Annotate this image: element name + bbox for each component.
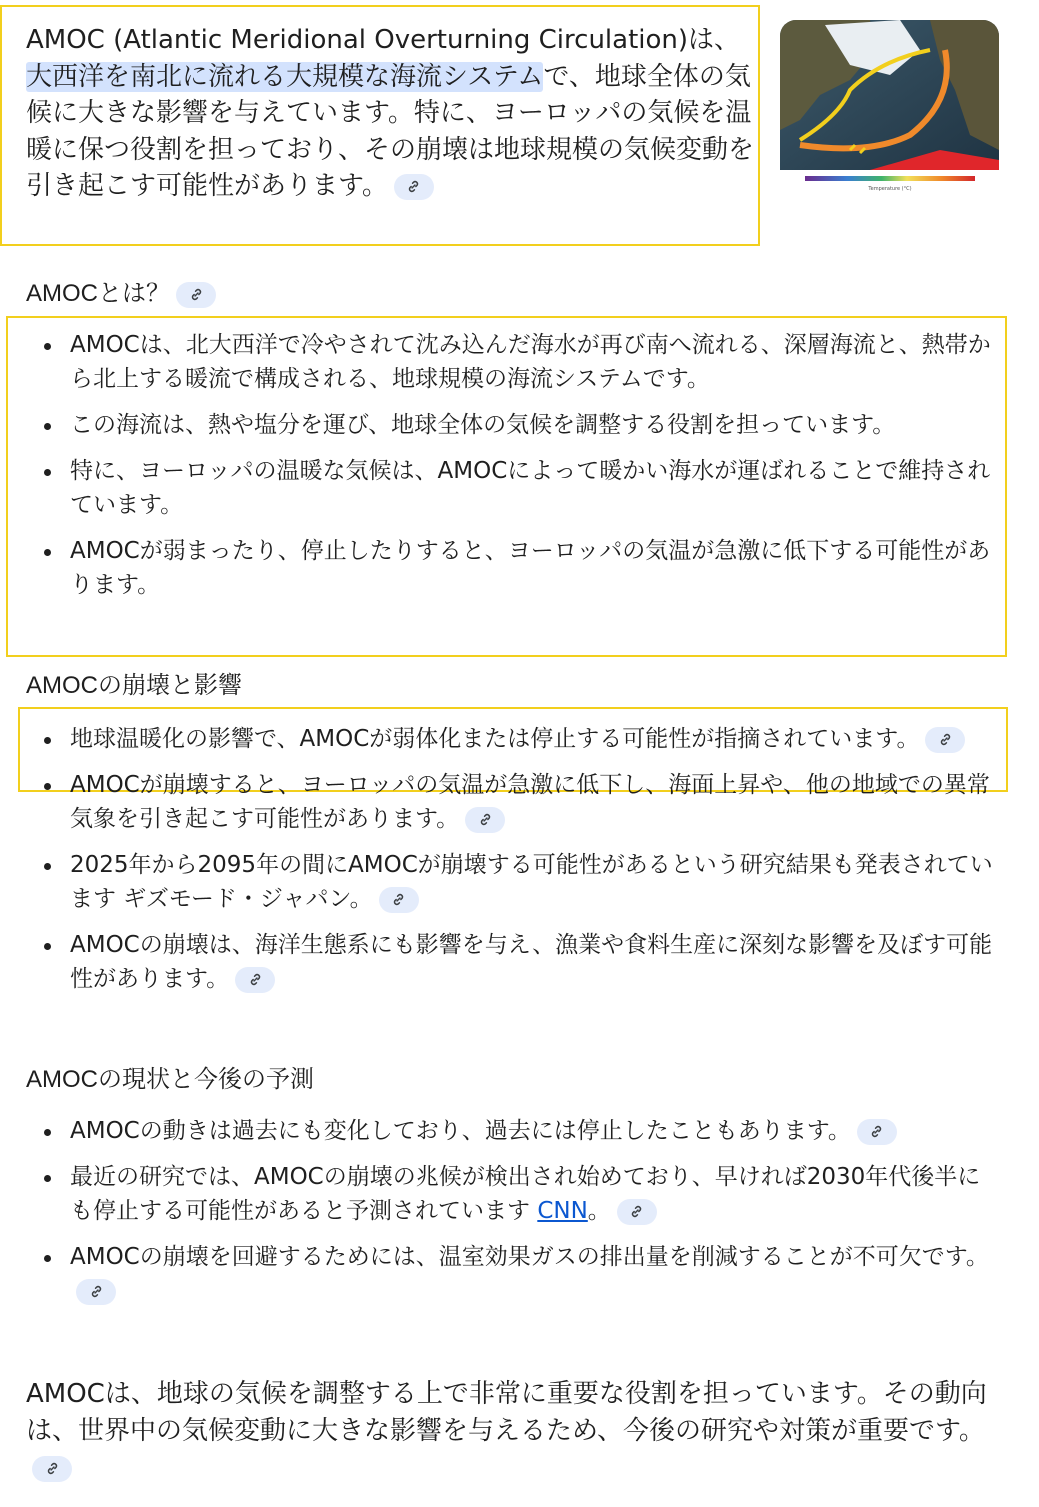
list-item: AMOCは、北大西洋で冷やされて沈み込んだ海水が再び南へ流れる、深層海流と、熱帯から北上する暖流で構成される、地球規模の海流システムです。 — [44, 328, 994, 396]
link-icon — [248, 972, 263, 987]
link-icon — [938, 732, 953, 747]
list-item: AMOCが弱まったり、停止したりすると、ヨーロッパの気温が急激に低下する可能性があります。 — [44, 534, 994, 602]
list-item: 最近の研究では、AMOCの崩壊の兆候が検出され始めており、早ければ2030年代後半にも停止する可能性があると予測されています CNN。 — [44, 1160, 994, 1228]
thumbnail-caption: Temperature (°C) — [868, 186, 912, 192]
section-heading-what-is-amoc: AMOCとは？ — [26, 278, 216, 310]
intro-selected-text: 大西洋を南北に流れる大規模な海流システム — [26, 61, 544, 92]
source-chip[interactable] — [394, 174, 434, 200]
list-item: 2025年から2095年の間にAMOCが崩壊する可能性があるという研究結果も発表されています ギズモード・ジャパン。 — [44, 848, 994, 916]
source-chip[interactable] — [617, 1199, 657, 1225]
link-icon — [478, 812, 493, 827]
list-item: AMOCが崩壊すると、ヨーロッパの気温が急激に低下し、海面上昇や、他の地域での異常気象を引き起こす可能性があります。 — [44, 768, 994, 836]
section2-list — [44, 722, 994, 1008]
link-icon — [89, 1284, 104, 1299]
list-item: AMOCの崩壊を回避するためには、温室効果ガスの排出量を削減することが不可欠です。 — [44, 1240, 994, 1308]
list-item: AMOCの動きは過去にも変化しており、過去には停止したこともあります。 — [44, 1114, 994, 1148]
source-chip[interactable] — [176, 282, 216, 308]
source-chip[interactable] — [235, 967, 275, 993]
link-icon — [629, 1204, 644, 1219]
amoc-map-thumbnail[interactable] — [780, 20, 999, 192]
link-icon — [391, 892, 406, 907]
link-icon — [869, 1124, 884, 1139]
summary-paragraph: AMOCは、地球の気候を調整する上で非常に重要な役割を担っています。その動向は、世界中の気候変動に大きな影響を与えるため、今後の研究や対策が重要です。 — [26, 1376, 1006, 1487]
source-chip[interactable] — [32, 1456, 72, 1482]
section-heading-collapse-impact: AMOCの崩壊と影響 — [26, 672, 242, 699]
list-item: この海流は、熱や塩分を運び、地球全体の気候を調整する役割を担っています。 — [44, 408, 994, 442]
section1-list — [44, 328, 994, 614]
link-icon — [45, 1461, 60, 1476]
intro-prefix: AMOC (Atlantic Meridional Overturning Circulation)は、 — [26, 25, 741, 55]
source-chip[interactable] — [465, 807, 505, 833]
intro-paragraph — [26, 22, 766, 205]
source-chip[interactable] — [379, 887, 419, 913]
section3-list — [44, 1114, 994, 1320]
source-chip[interactable] — [925, 727, 965, 753]
cnn-link[interactable]: CNN — [537, 1198, 588, 1224]
section-heading-status-forecast: AMOCの現状と今後の予測 — [26, 1066, 314, 1093]
link-icon — [406, 179, 421, 194]
intro-suffix: で、地球全体の気候に大きな影響を与えています。特に、ヨーロッパの気候を温暖に保つ役割を担っており、その崩壊は地球規模の気候変動を引き起こす可能性があります。 — [26, 61, 755, 201]
list-item: AMOCの崩壊は、海洋生態系にも影響を与え、漁業や食料生産に深刻な影響を及ぼす可能性があります。 — [44, 928, 994, 996]
list-item: 地球温暖化の影響で、AMOCが弱体化または停止する可能性が指摘されています。 — [44, 722, 994, 756]
list-item: 特に、ヨーロッパの温暖な気候は、AMOCによって暖かい海水が運ばれることで維持されています。 — [44, 454, 994, 522]
source-chip[interactable] — [76, 1279, 116, 1305]
source-chip[interactable] — [857, 1119, 897, 1145]
link-icon — [189, 287, 204, 302]
